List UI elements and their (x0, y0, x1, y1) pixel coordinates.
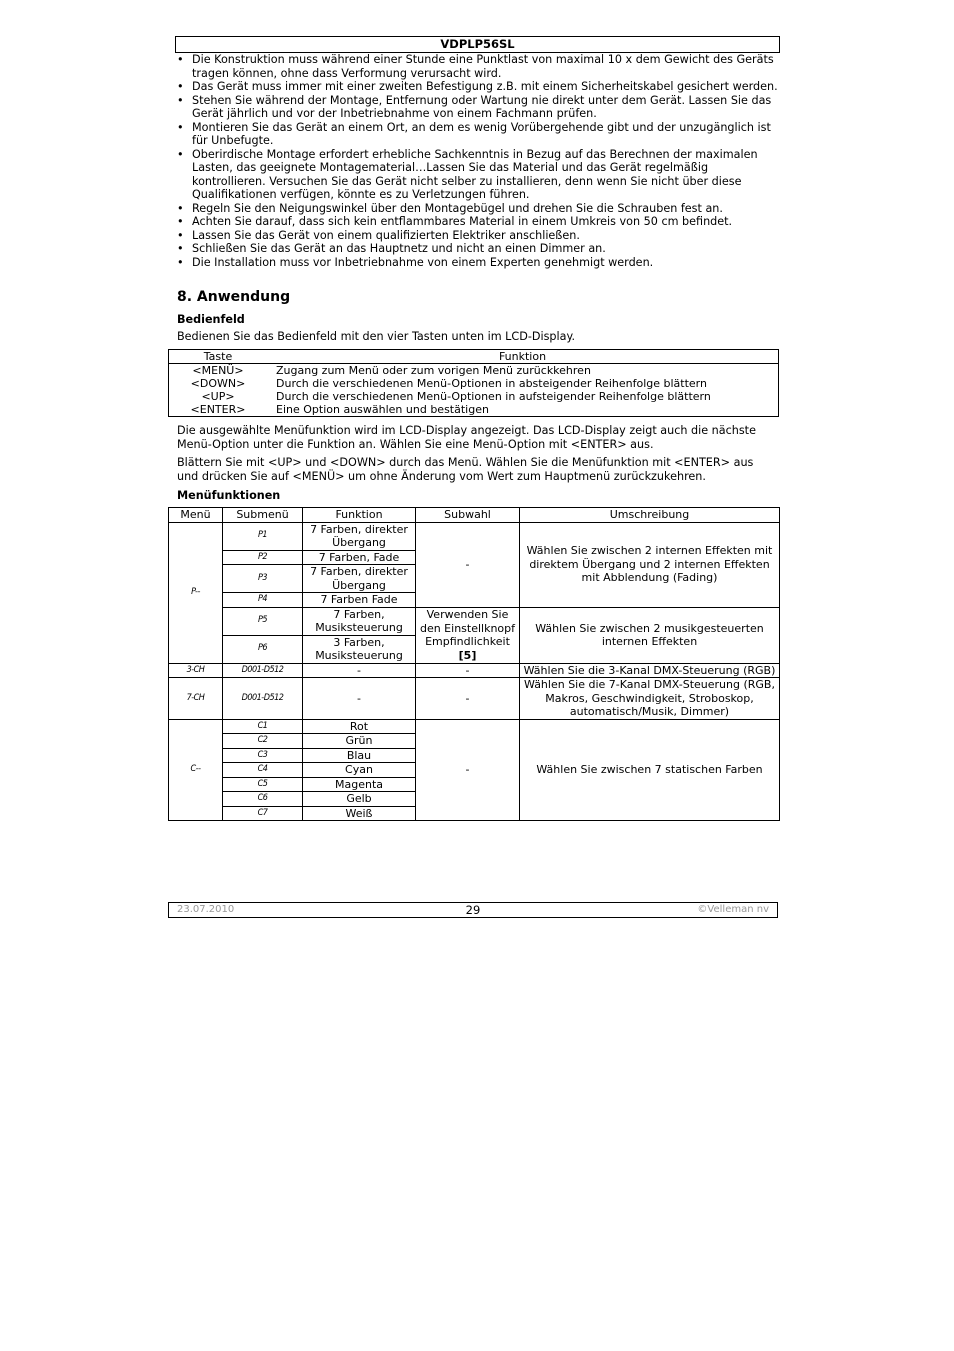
footer-date: 23.07.2010 (177, 904, 235, 915)
key-cell: <UP> (201, 390, 235, 403)
function-cell: Magenta (303, 777, 416, 792)
subsel-cell: - (416, 522, 520, 607)
function-cell: 3 Farben, Musiksteuerung (303, 635, 416, 663)
subsel-cell: - (416, 663, 520, 678)
column-header: Funktion (267, 350, 779, 364)
submenu-cell: C3 (223, 748, 303, 763)
footer-copyright: ©Velleman nv (697, 904, 769, 915)
list-item: • Montieren Sie das Gerät an einem Ort, an dem es wenig Vorübergehende gibt und der unzugänglich ist für Unbefugte. (177, 121, 782, 148)
page-number: 29 (465, 903, 481, 917)
menu-cell: C-- (169, 719, 223, 821)
section-title: 8. Anwendung (177, 289, 291, 305)
submenu-cell: P1 (223, 522, 303, 550)
menu-cell: 3-CH (169, 663, 223, 678)
key-cell: <ENTER> (190, 403, 246, 416)
document-header: VDPLP56SL (175, 36, 780, 53)
menu-functions-table (168, 507, 780, 821)
table-row (169, 663, 780, 678)
subsel-text: Verwenden Sie den Einstellknopf Empfindlichkeit (419, 608, 516, 648)
submenu-cell: P5 (223, 607, 303, 635)
description-cell: Wählen Sie zwischen 7 statischen Farben (520, 719, 780, 821)
function-cell: Blau (303, 748, 416, 763)
column-header: Umschreibung (520, 508, 780, 523)
panel-intro: Bedienen Sie das Bedienfeld mit den vier Tasten unten im LCD-Display. (177, 330, 576, 343)
page-footer (168, 902, 778, 918)
description-cell: Wählen Sie die 3-Kanal DMX-Steuerung (RGB) (520, 663, 780, 678)
column-header: Menü (169, 508, 223, 523)
submenu-cell: P2 (223, 550, 303, 565)
column-header: Funktion (303, 508, 416, 523)
menu-cell: 7-CH (169, 678, 223, 720)
table-row (169, 403, 779, 417)
submenu-cell: D001-D512 (223, 663, 303, 678)
column-header: Taste (169, 350, 268, 364)
table-row (169, 522, 780, 550)
list-item: • Lassen Sie das Gerät von einem qualifizierten Elektriker anschließen. (177, 229, 782, 243)
list-item: • Die Installation muss vor Inbetriebnahme von einem Experten genehmigt werden. (177, 256, 782, 270)
function-cell: Zugang zum Menü oder zum vorigen Menü zurückkehren (276, 364, 591, 377)
function-cell: Durch die verschiedenen Menü-Optionen in aufsteigender Reihenfolge blättern (276, 390, 711, 403)
column-header: Submenü (223, 508, 303, 523)
function-cell: Cyan (303, 763, 416, 778)
function-cell: 7 Farben Fade (303, 593, 416, 608)
function-cell: 7 Farben, Musiksteuerung (303, 607, 416, 635)
submenu-cell: P6 (223, 635, 303, 663)
subsel-cell (416, 607, 520, 663)
description-cell: Wählen Sie die 7-Kanal DMX-Steuerung (RGB, Makros, Geschwindigkeit, Stroboskop, automatisch/Musik, Dimmer) (520, 678, 780, 720)
function-cell: Durch die verschiedenen Menü-Optionen in absteigender Reihenfolge blättern (276, 377, 707, 390)
menu-cell: P-- (169, 522, 223, 663)
navigation-explanation: Blättern Sie mit <UP> und <DOWN> durch das Menü. Wählen Sie die Menüfunktion mit <ENTER> aus und drücken Sie auf <MENÜ> um ohne Änderung vom Wert zum Hauptmenü zurückzukehren. (177, 456, 754, 483)
keys-table (168, 349, 779, 417)
table-row (169, 719, 780, 734)
subsel-cell: - (416, 678, 520, 720)
knob-reference: [5] (458, 648, 477, 662)
list-item: • Oberirdische Montage erfordert erhebliche Sachkenntnis in Bezug auf das Berechnen der maximalen Lasten, das geeignete Montagematerial…Lassen Sie das Material und das Gerät regelmäßig kontrollieren. Versuchen Sie das Gerät nicht selber zu installieren, denn wenn Sie nicht über diese Qualifikationen verfügen, könnte es zu Verletzungen führen. (177, 148, 782, 202)
menu-explanation: Die ausgewählte Menüfunktion wird im LCD-Display angezeigt. Das LCD-Display zeigt auch die nächste Menü-Option unter die Funktion an. Wählen Sie eine Menü-Option mit <ENTER> aus. (177, 424, 756, 451)
function-cell: 7 Farben, direkter Übergang (303, 522, 416, 550)
description-cell: Wählen Sie zwischen 2 internen Effekten mit direktem Übergang und 2 internen Effekten mit Abblendung (Fading) (520, 522, 780, 607)
submenu-cell: C2 (223, 734, 303, 749)
key-cell: <DOWN> (190, 377, 246, 390)
list-item: • Stehen Sie während der Montage, Entfernung oder Wartung nie direkt unter dem Gerät. Lassen Sie das Gerät jährlich und vor der Inbetriebnahme von einem Fachmann prüfen. (177, 94, 782, 121)
submenu-cell: C7 (223, 806, 303, 821)
submenu-cell: C6 (223, 792, 303, 807)
submenu-cell: P4 (223, 593, 303, 608)
key-cell: <MENÜ> (192, 364, 244, 377)
function-cell: Eine Option auswählen und bestätigen (276, 403, 489, 416)
function-cell: - (303, 678, 416, 720)
submenu-cell: C5 (223, 777, 303, 792)
function-cell: Weiß (303, 806, 416, 821)
function-cell: Rot (303, 719, 416, 734)
subsel-cell: - (416, 719, 520, 821)
submenu-cell: D001-D512 (223, 678, 303, 720)
function-cell: 7 Farben, direkter Übergang (303, 565, 416, 593)
table-row (169, 390, 779, 403)
panel-heading: Bedienfeld (177, 313, 245, 326)
list-item: • Regeln Sie den Neigungswinkel über den Montagebügel und drehen Sie die Schrauben fest an. (177, 202, 782, 216)
table-row (169, 364, 779, 378)
list-item: • Schließen Sie das Gerät an das Hauptnetz und nicht an einen Dimmer an. (177, 242, 782, 256)
table-row (169, 607, 780, 635)
function-cell: Grün (303, 734, 416, 749)
function-cell: Gelb (303, 792, 416, 807)
table-row (169, 678, 780, 720)
safety-list (177, 53, 782, 269)
list-item: • Die Konstruktion muss während einer Stunde eine Punktlast von maximal 10 x dem Gewicht des Geräts tragen können, ohne dass Verformung verursacht wird. (177, 53, 782, 80)
function-cell: - (303, 663, 416, 678)
function-cell: 7 Farben, Fade (303, 550, 416, 565)
submenu-cell: C4 (223, 763, 303, 778)
menu-heading: Menüfunktionen (177, 489, 281, 502)
table-row (169, 377, 779, 390)
submenu-cell: P3 (223, 565, 303, 593)
column-header: Subwahl (416, 508, 520, 523)
list-item: • Das Gerät muss immer mit einer zweiten Befestigung z.B. mit einem Sicherheitskabel gesichert werden. (177, 80, 782, 94)
description-cell: Wählen Sie zwischen 2 musikgesteuerten internen Effekten (520, 607, 780, 663)
submenu-cell: C1 (223, 719, 303, 734)
list-item: • Achten Sie darauf, dass sich kein entflammbares Material in einem Umkreis von 50 cm befindet. (177, 215, 782, 229)
